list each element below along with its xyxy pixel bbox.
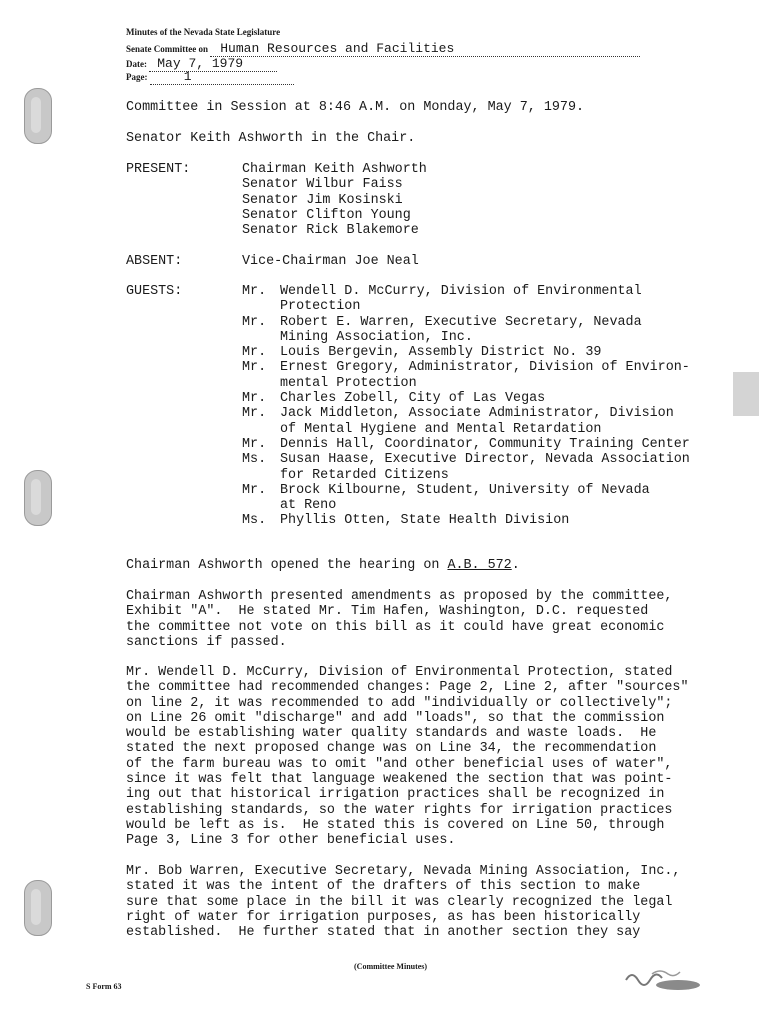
paragraph-line: sanctions if passed. bbox=[126, 634, 287, 650]
punch-hole-bottom bbox=[24, 880, 52, 936]
paragraph-line: stated it was the intent of the drafters of this section to make bbox=[126, 879, 641, 895]
paragraph-line: Chairman Ashworth presented amendments as proposed by the committee, bbox=[126, 589, 673, 604]
paragraph-line: Page 3, Line 3 for other beneficial uses. bbox=[126, 833, 456, 849]
page-row bbox=[126, 69, 294, 85]
page-label: Page: bbox=[126, 72, 148, 82]
paragraph-line: the committee had recommended changes: Page 2, Line 2, after "sources" bbox=[126, 680, 689, 696]
document-title: Minutes of the Nevada State Legislature bbox=[126, 27, 281, 37]
guest-entry bbox=[242, 483, 690, 514]
guest-entry bbox=[242, 284, 690, 315]
committee-label: Senate Committee on bbox=[126, 44, 208, 54]
guest-honorific: Mr. bbox=[242, 314, 267, 330]
present-member: Senator Wilbur Faiss bbox=[242, 177, 403, 193]
date-label: Date: bbox=[126, 59, 147, 69]
guest-honorific: Ms. bbox=[242, 513, 267, 529]
committee-row bbox=[126, 41, 640, 57]
form-number: S Form 63 bbox=[86, 982, 122, 991]
guest-honorific: Mr. bbox=[242, 482, 267, 498]
paragraph-line: Mr. Wendell D. McCurry, Division of Environmental Protection, stated bbox=[126, 665, 673, 680]
guest-text: Robert E. Warren, Executive Secretary, Nevada bbox=[280, 314, 642, 330]
paragraph-line: the committee not vote on this bill as it could have great economic bbox=[126, 619, 665, 635]
warren-paragraph bbox=[126, 864, 766, 940]
guest-entry bbox=[242, 406, 690, 437]
chair-line: Senator Keith Ashworth in the Chair. bbox=[126, 131, 416, 146]
guests-list bbox=[242, 284, 690, 529]
present-list bbox=[242, 162, 427, 238]
paragraph-line: of the farm bureau was to omit "and other beneficial uses of water", bbox=[126, 756, 673, 772]
guest-text: for Retarded Citizens bbox=[280, 467, 449, 483]
paragraph-line: right of water for irrigation purposes, as has been historically bbox=[126, 909, 641, 925]
amendments-paragraph bbox=[126, 589, 766, 650]
mccurry-paragraph bbox=[126, 665, 766, 849]
guest-text: Mining Association, Inc. bbox=[280, 329, 473, 345]
absent-label: ABSENT: bbox=[126, 254, 183, 269]
paragraph-line: on Line 26 omit "discharge" and add "loads", so that the commission bbox=[126, 710, 665, 726]
guest-text: of Mental Hygiene and Mental Retardation bbox=[280, 421, 602, 437]
punch-hole-middle bbox=[24, 470, 52, 526]
hearing-end: . bbox=[511, 558, 520, 573]
committee-name: Human Resources and Facilities bbox=[210, 41, 640, 57]
paragraph-line: establishing standards, so the water rights for irrigation practices bbox=[126, 802, 673, 818]
guest-text: Protection bbox=[280, 299, 361, 315]
guest-honorific: Mr. bbox=[242, 406, 267, 422]
guest-honorific: Mr. bbox=[242, 436, 267, 452]
meeting-date: May 7, 1979 bbox=[149, 56, 277, 72]
page-number: 1 bbox=[150, 69, 294, 85]
hearing-intro: Chairman Ashworth opened the hearing on bbox=[126, 558, 448, 573]
guest-text: Dennis Hall, Coordinator, Community Training Center bbox=[280, 436, 690, 452]
guest-entry bbox=[242, 345, 690, 360]
guest-honorific: Mr. bbox=[242, 360, 267, 376]
stamp-icon bbox=[622, 966, 706, 992]
present-label: PRESENT: bbox=[126, 162, 191, 177]
session-line: Committee in Session at 8:46 A.M. on Monday, May 7, 1979. bbox=[126, 100, 585, 115]
absent-list bbox=[242, 254, 419, 269]
guest-entry bbox=[242, 360, 690, 391]
guest-honorific: Mr. bbox=[242, 284, 267, 299]
guest-entry bbox=[242, 315, 690, 346]
guest-text: Louis Bergevin, Assembly District No. 39 bbox=[280, 345, 602, 361]
guest-text: mental Protection bbox=[280, 375, 417, 391]
paragraph-line: Exhibit "A". He stated Mr. Tim Hafen, Washington, D.C. requested bbox=[126, 604, 649, 620]
paragraph-line: would be establishing water quality standards and waste loads. He bbox=[126, 726, 657, 742]
guest-honorific: Mr. bbox=[242, 391, 267, 407]
guest-text: Brock Kilbourne, Student, University of Nevada bbox=[280, 482, 650, 498]
bill-number: A.B. 572 bbox=[447, 558, 512, 573]
hearing-line bbox=[126, 558, 520, 573]
paragraph-line: sure that some place in the bill it was clearly recognized the legal bbox=[126, 894, 673, 910]
present-member: Senator Rick Blakemore bbox=[242, 223, 419, 239]
guest-entry bbox=[242, 391, 690, 406]
guest-honorific: Mr. bbox=[242, 345, 267, 361]
paragraph-line: since it was felt that language weakened the section that was point- bbox=[126, 772, 673, 788]
punch-hole-top bbox=[24, 88, 52, 144]
guest-text: at Reno bbox=[280, 498, 337, 514]
paragraph-line: established. He further stated that in another section they say bbox=[126, 925, 641, 941]
paragraph-line: would be left as is. He stated this is covered on Line 50, through bbox=[126, 817, 665, 833]
guest-entry bbox=[242, 452, 690, 483]
scan-margin-mark bbox=[733, 372, 759, 416]
present-member: Senator Clifton Young bbox=[242, 207, 411, 223]
paragraph-line: Mr. Bob Warren, Executive Secretary, Nevada Mining Association, Inc., bbox=[126, 864, 681, 879]
absent-member: Vice-Chairman Joe Neal bbox=[242, 254, 419, 269]
guest-honorific: Ms. bbox=[242, 452, 267, 468]
guest-entry bbox=[242, 437, 690, 452]
paragraph-line: stated the next proposed change was on Line 34, the recommendation bbox=[126, 741, 657, 757]
guest-text: Charles Zobell, City of Las Vegas bbox=[280, 391, 546, 407]
guest-text: Phyllis Otten, State Health Division bbox=[280, 513, 570, 529]
committee-minutes-footer: (Committee Minutes) bbox=[354, 962, 428, 971]
paragraph-line: on line 2, it was recommended to add "individually or collectively"; bbox=[126, 695, 673, 711]
guest-entry bbox=[242, 513, 690, 528]
present-member: Chairman Keith Ashworth bbox=[242, 162, 427, 177]
paragraph-line: ing out that historical irrigation practices shall be recognized in bbox=[126, 787, 665, 803]
present-member: Senator Jim Kosinski bbox=[242, 192, 403, 208]
guest-text: Susan Haase, Executive Director, Nevada Association bbox=[280, 452, 690, 468]
guests-label: GUESTS: bbox=[126, 284, 183, 299]
guest-text: Ernest Gregory, Administrator, Division of Environ- bbox=[280, 360, 690, 376]
guest-text: Jack Middleton, Associate Administrator, Division bbox=[280, 406, 674, 422]
guest-text: Wendell D. McCurry, Division of Environmental bbox=[280, 284, 642, 299]
